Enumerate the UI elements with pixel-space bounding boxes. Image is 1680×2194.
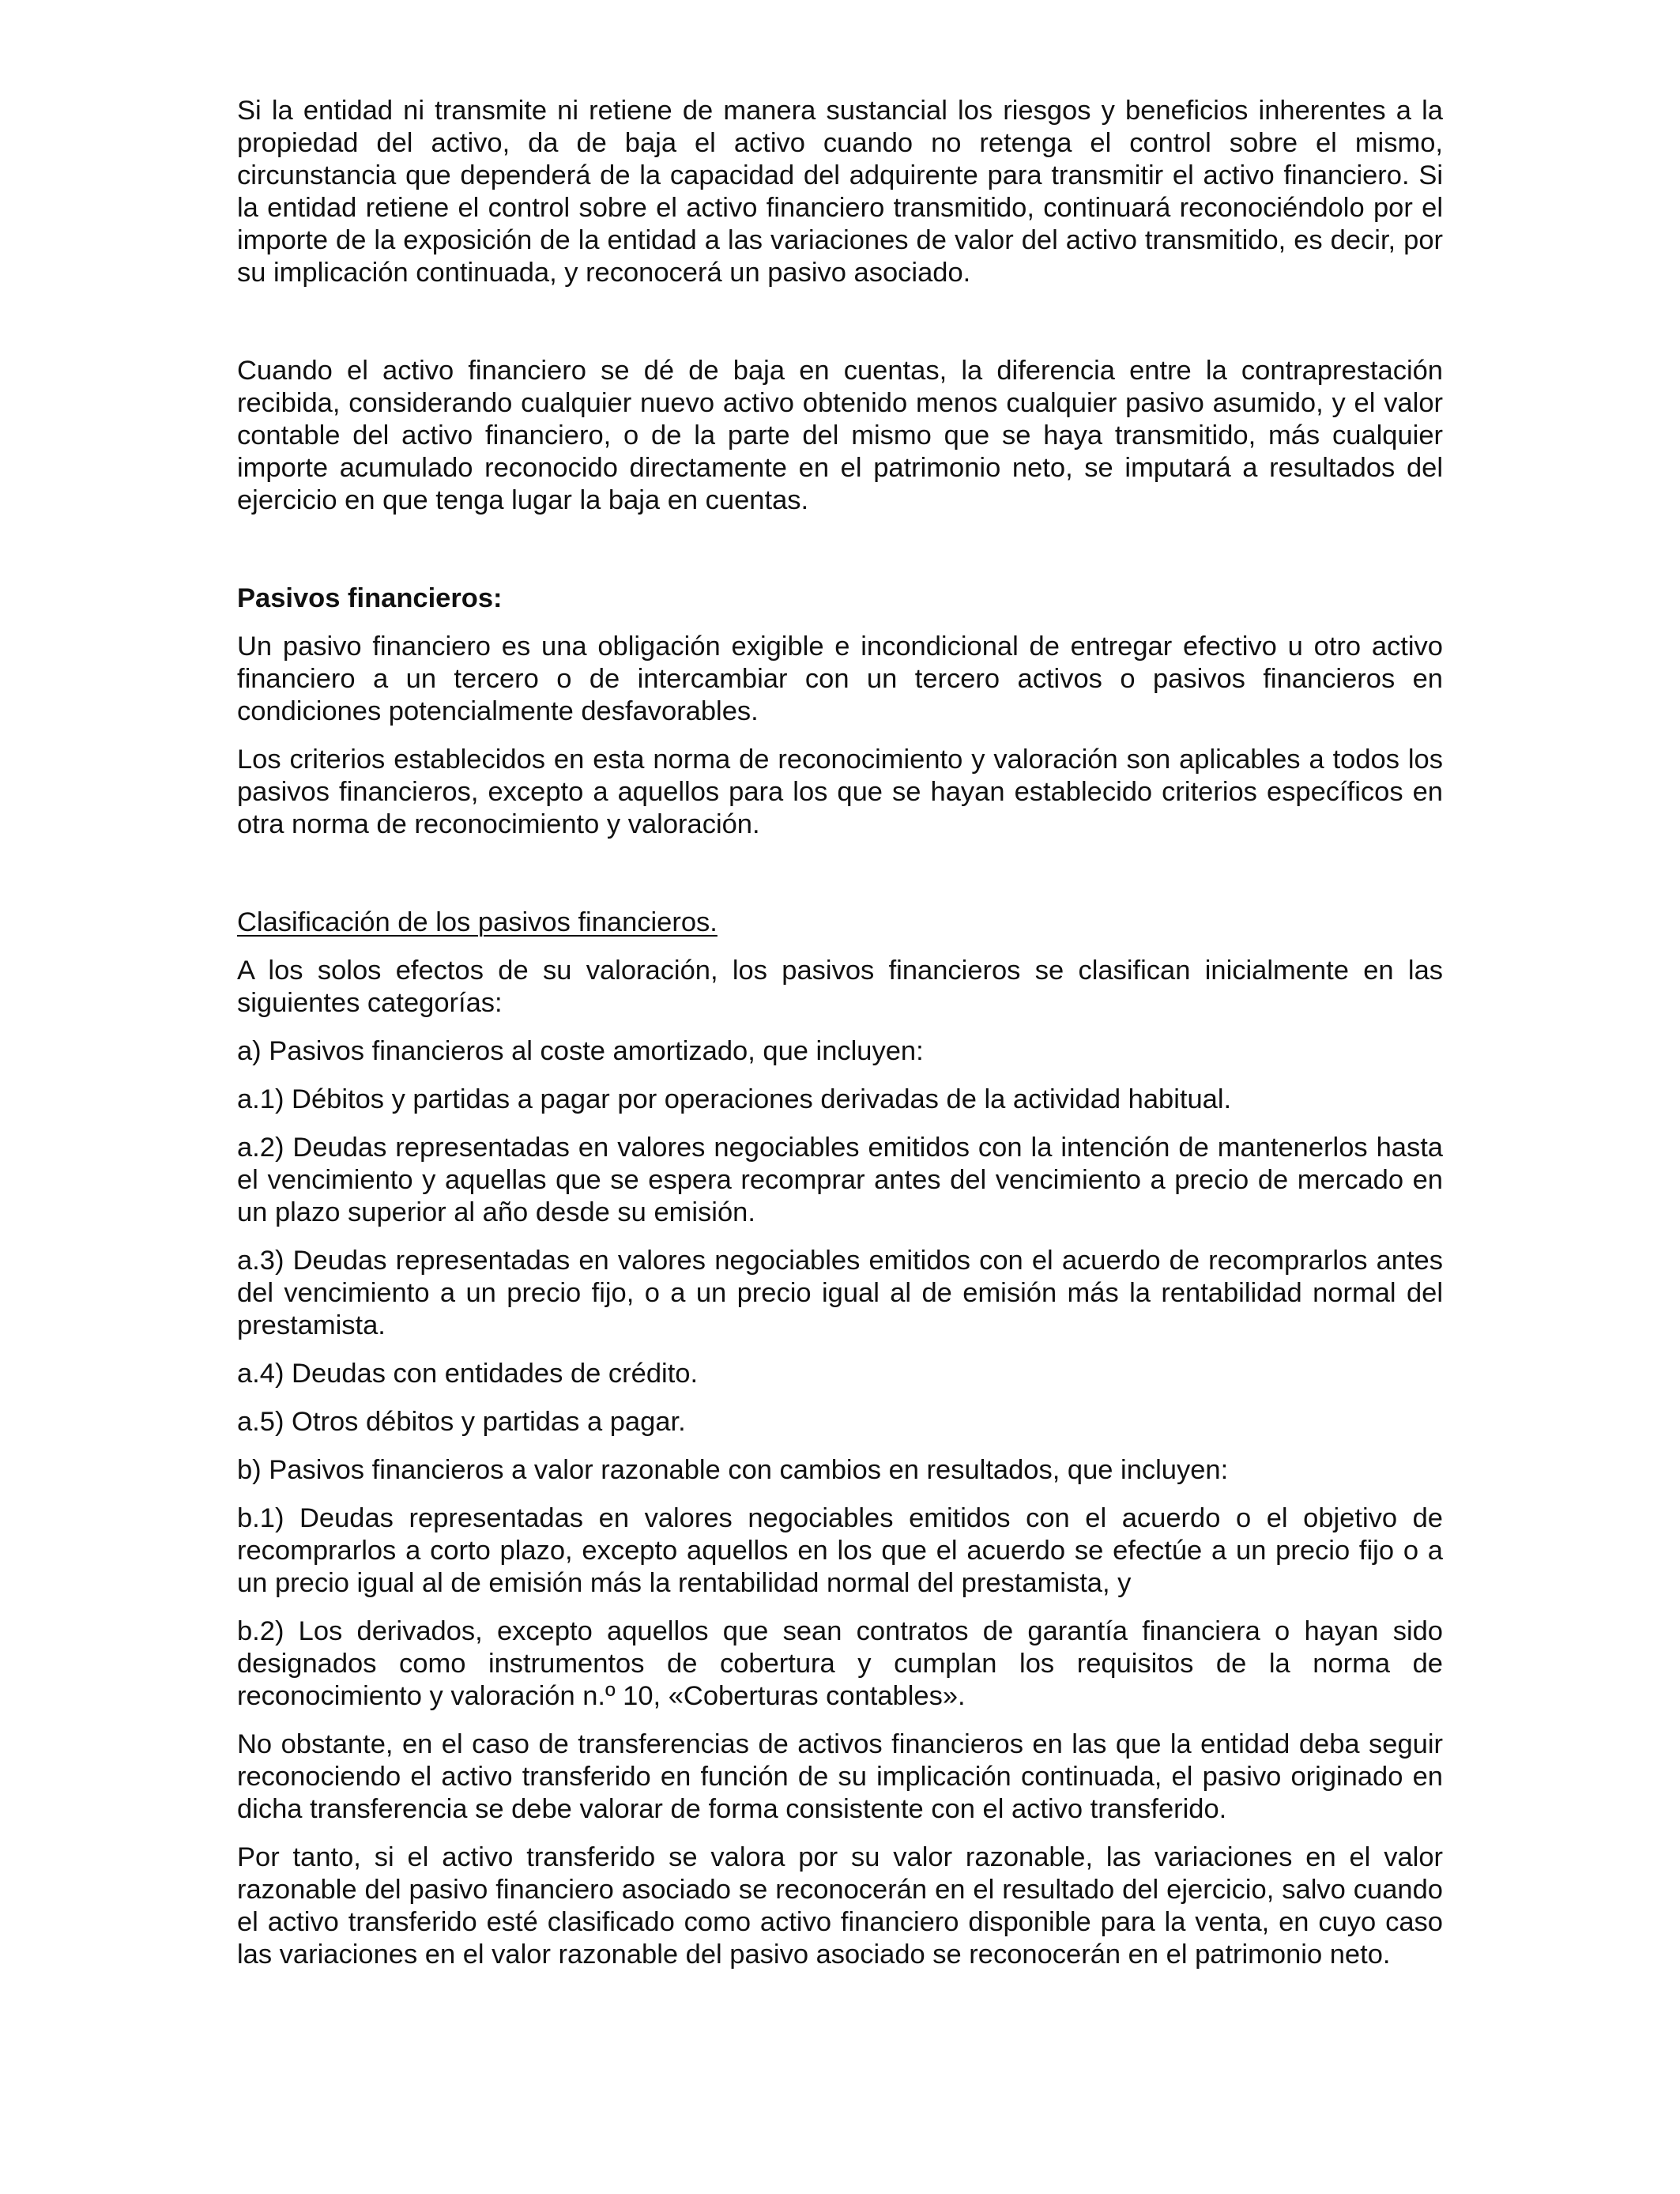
paragraph-derecognition-difference: Cuando el activo financiero se dé de baja en cuentas, la diferencia entre la contraprestación recibida, considerando cualquier nuevo activo obtenido menos cualquier pasivo asumido, y el valor contable del activo financiero, o de la parte del mismo que se haya transmitido, más cualquier importe acumulado reconocido directamente en el patrimonio neto, se imputará a resultados del ejercicio en que tenga lugar la baja en cuentas. [237, 356, 1443, 515]
paragraph-no-obstante: No obstante, en el caso de transferencias de activos financieros en las que la entidad deba seguir reconociendo el activo transferido en función de su implicación continuada, el pasivo originado en dicha transferencia se debe valorar de forma consistente con el activo transferido. [237, 1729, 1443, 1824]
document-page [237, 95, 1443, 1971]
subsection-heading-clasificacion: Clasificación de los pasivos financieros. [237, 907, 718, 937]
paragraph-criterios: Los criterios establecidos en esta norma de reconocimiento y valoración son aplicables a todos los pasivos financieros, excepto a aquellos para los que se hayan establecido criterios específicos en otra norma de reconocimiento y valoración. [237, 745, 1443, 839]
list-item-a5: a.5) Otros débitos y partidas a pagar. [237, 1407, 686, 1437]
list-item-b: b) Pasivos financieros a valor razonable con cambios en resultados, que incluyen: [237, 1455, 1229, 1485]
paragraph-derecognition-control: Si la entidad ni transmite ni retiene de manera sustancial los riesgos y beneficios inherentes a la propiedad del activo, da de baja el activo cuando no retenga el control sobre el mismo, circunstancia que dependerá de la capacidad del adquirente para transmitir el activo financiero. Si la entidad retiene el control sobre el activo financiero transmitido, continuará reconociéndolo por el importe de la exposición de la entidad a las variaciones de valor del activo transmitido, es decir, por su implicación continuada, y reconocerá un pasivo asociado. [237, 96, 1443, 288]
paragraph-categorias-intro: A los solos efectos de su valoración, los pasivos financieros se clasifican inicialmente en las siguientes categorías: [237, 956, 1443, 1018]
list-item-b1: b.1) Deudas representadas en valores negociables emitidos con el acuerdo o el objetivo de recomprarlos a corto plazo, excepto aquellos en los que el acuerdo se efectúe a un precio fijo o a un precio igual al de emisión más la rentabilidad normal del prestamista, y [237, 1503, 1443, 1598]
list-item-a: a) Pasivos financieros al coste amortizado, que incluyen: [237, 1036, 924, 1066]
list-item-a2: a.2) Deudas representadas en valores negociables emitidos con la intención de mantenerlos hasta el vencimiento y aquellas que se espera recomprar antes del vencimiento a precio de mercado en un plazo superior al año desde su emisión. [237, 1133, 1443, 1227]
list-item-a3: a.3) Deudas representadas en valores negociables emitidos con el acuerdo de recomprarlos antes del vencimiento a un precio fijo, o a un precio igual al de emisión más la rentabilidad normal del prestamista. [237, 1246, 1443, 1340]
list-item-b2: b.2) Los derivados, excepto aquellos que sean contratos de garantía financiera o hayan sido designados como instrumentos de cobertura y cumplan los requisitos de la norma de reconocimiento y valoración n.º 10, «Coberturas contables». [237, 1616, 1443, 1711]
list-item-a4: a.4) Deudas con entidades de crédito. [237, 1359, 699, 1389]
list-item-a1: a.1) Débitos y partidas a pagar por operaciones derivadas de la actividad habitual. [237, 1084, 1232, 1114]
paragraph-por-tanto: Por tanto, si el activo transferido se valora por su valor razonable, las variaciones en el valor razonable del pasivo financiero asociado se reconocerán en el resultado del ejercicio, salvo cuando el activo transferido esté clasificado como activo financiero disponible para la venta, en cuyo caso las variaciones en el valor razonable del pasivo asociado se reconocerán en el patrimonio neto. [237, 1842, 1443, 1970]
section-heading-pasivos-financieros: Pasivos financieros: [237, 583, 503, 613]
paragraph-pasivo-definition: Un pasivo financiero es una obligación exigible e incondicional de entregar efectivo u otro activo financiero a un tercero o de intercambiar con un tercero activos o pasivos financieros en condiciones potencialmente desfavorables. [237, 631, 1443, 726]
